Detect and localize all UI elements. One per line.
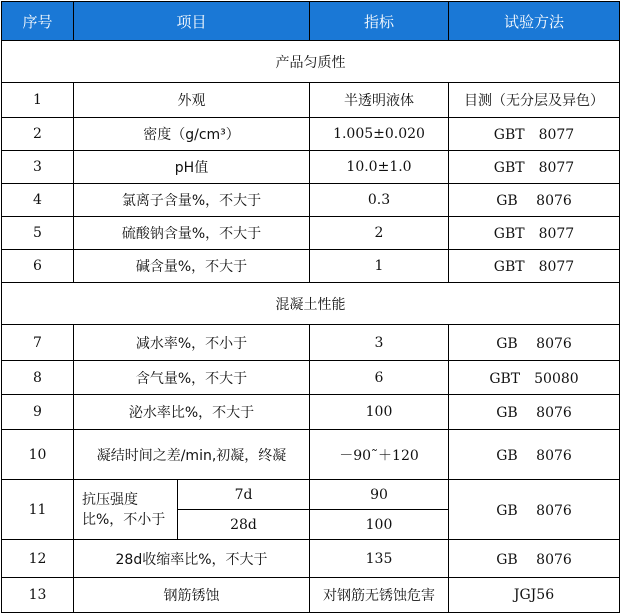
table-row [2, 217, 620, 250]
table-row [2, 118, 620, 151]
row-spec: 对钢筋无锈蚀危害 [310, 578, 449, 613]
table-row [2, 325, 620, 361]
table-row [2, 83, 620, 118]
row-subitem: 7d [178, 480, 310, 510]
row-item: 碱含量%，不大于 [74, 250, 310, 283]
row-item: 泌水率比%，不大于 [74, 395, 310, 430]
row-method: GB 8076 [449, 430, 620, 480]
row-item: 含气量%，不大于 [74, 361, 310, 395]
row-method: JGJ56 [449, 578, 620, 613]
row-method: GB 8076 [449, 480, 620, 540]
section-title: 混凝土性能 [2, 283, 620, 325]
row-method: GBT 50080 [449, 361, 620, 395]
row-method: GBT 8077 [449, 217, 620, 250]
row-item: pH值 [74, 151, 310, 184]
table-row [2, 578, 620, 613]
row-method: GB 8076 [449, 325, 620, 361]
row-no: 9 [2, 395, 74, 430]
row-method: GBT 8077 [449, 250, 620, 283]
row-no: 1 [2, 83, 74, 118]
table-row [2, 151, 620, 184]
row-spec: 半透明液体 [310, 83, 449, 118]
row-spec: 3 [310, 325, 449, 361]
table-row [2, 184, 620, 217]
row-method: 目测（无分层及异色） [449, 83, 620, 118]
row-spec: 135 [310, 540, 449, 578]
header-row [2, 2, 620, 41]
section-row-concrete [2, 283, 620, 325]
row-no: 8 [2, 361, 74, 395]
row-item: 28d收缩率比%，不大于 [74, 540, 310, 578]
row-method: GBT 8077 [449, 118, 620, 151]
row-no: 11 [2, 480, 74, 540]
row-item: 抗压强度比%，不小于 [74, 480, 178, 540]
row-item: 外观 [74, 83, 310, 118]
row-item: 钢筋锈蚀 [74, 578, 310, 613]
row-no: 10 [2, 430, 74, 480]
row-no: 3 [2, 151, 74, 184]
row-no: 5 [2, 217, 74, 250]
row-no: 2 [2, 118, 74, 151]
row-spec: 10.0±1.0 [310, 151, 449, 184]
header-method: 试验方法 [449, 2, 620, 41]
row-item: 减水率%，不小于 [74, 325, 310, 361]
table-row [2, 540, 620, 578]
header-no: 序号 [2, 2, 74, 41]
header-item: 项目 [74, 2, 310, 41]
row-method: GB 8076 [449, 540, 620, 578]
table-row [2, 361, 620, 395]
row-no: 12 [2, 540, 74, 578]
row-method: GBT 8077 [449, 151, 620, 184]
row-method: GB 8076 [449, 184, 620, 217]
row-spec: 6 [310, 361, 449, 395]
table-row [2, 250, 620, 283]
section-title: 产品匀质性 [2, 41, 620, 83]
header-spec: 指标 [310, 2, 449, 41]
row-spec: 100 [310, 510, 449, 540]
table-row [2, 480, 620, 510]
row-item: 氯离子含量%，不大于 [74, 184, 310, 217]
row-spec: 1 [310, 250, 449, 283]
row-item: 凝结时间之差/min,初凝，终凝 [74, 430, 310, 480]
spec-table [1, 1, 620, 613]
table-row [2, 395, 620, 430]
row-spec: 90 [310, 480, 449, 510]
section-row-product [2, 41, 620, 83]
row-method: GB 8076 [449, 395, 620, 430]
table-row [2, 430, 620, 480]
row-no: 7 [2, 325, 74, 361]
row-spec: －90˜＋120 [310, 430, 449, 480]
row-no: 4 [2, 184, 74, 217]
row-spec: 0.3 [310, 184, 449, 217]
row-spec: 2 [310, 217, 449, 250]
row-spec: 100 [310, 395, 449, 430]
row-item: 硫酸钠含量%，不大于 [74, 217, 310, 250]
row-spec: 1.005±0.020 [310, 118, 449, 151]
row-no: 6 [2, 250, 74, 283]
row-item: 密度（g/cm³） [74, 118, 310, 151]
row-no: 13 [2, 578, 74, 613]
row-subitem: 28d [178, 510, 310, 540]
